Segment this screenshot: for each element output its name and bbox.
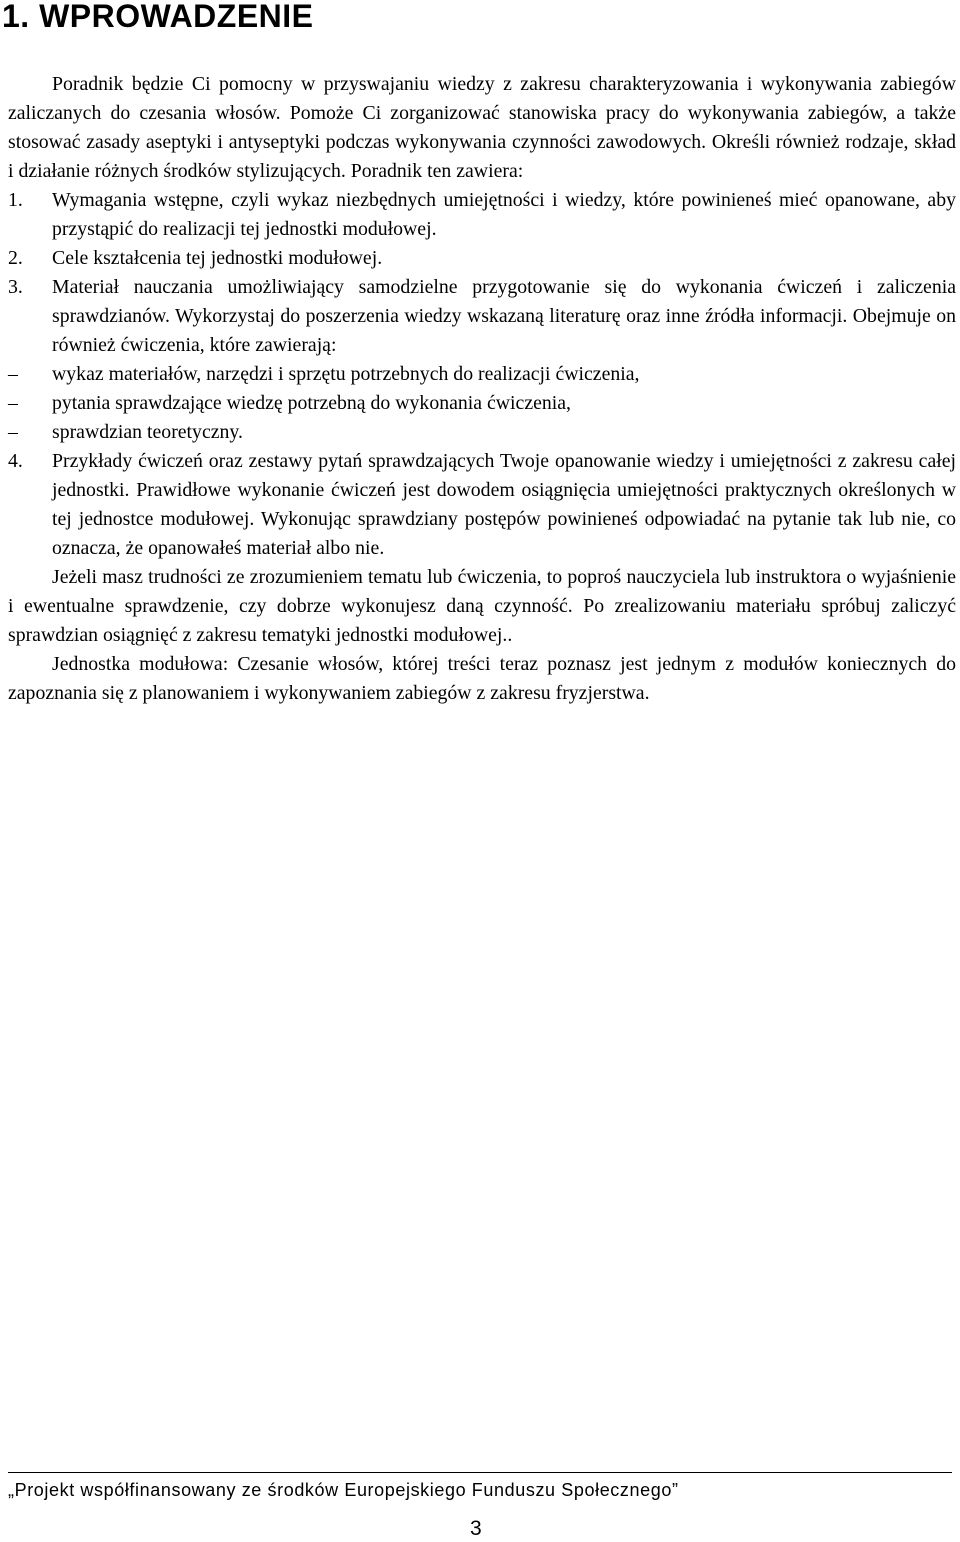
sub-list-item-text: sprawdzian teoretyczny.	[52, 421, 243, 443]
footer-note: „Projekt współfinansowany ze środków Europejskiego Funduszu Społecznego”	[8, 1480, 679, 1500]
dash-bullet: –	[8, 421, 18, 443]
list-item-1	[8, 186, 956, 244]
list-item-text: Cele kształcenia tej jednostki modułowej.	[52, 247, 383, 269]
list-item-4	[8, 447, 956, 563]
list-number: 2.	[8, 247, 23, 269]
dash-bullet: –	[8, 392, 18, 414]
list-item-2	[8, 244, 956, 273]
list-item-3	[8, 273, 956, 360]
sub-list-item	[8, 418, 956, 447]
dash-bullet: –	[8, 363, 18, 385]
sub-list-item	[8, 360, 956, 389]
list-item-text: Wymagania wstępne, czyli wykaz niezbędnych umiejętności i wiedzy, które powinieneś mieć opanowane, aby przystąpić do realizacji tej jednostki modułowej.	[52, 189, 956, 240]
page-number: 3	[470, 1517, 482, 1540]
exercise-contents-list	[8, 360, 956, 447]
sub-list-item	[8, 389, 956, 418]
list-number: 4.	[8, 450, 23, 472]
document-body	[8, 70, 956, 708]
difficulty-paragraph: Jeżeli masz trudności ze zrozumieniem tematu lub ćwiczenia, to poproś nauczyciela lub instruktora o wyjaśnienie i ewentualne sprawdzenie, czy dobrze wykonujesz daną czynność. Po zrealizowaniu materiału spróbuj zaliczyć sprawdzian osiągnięć z zakresu tematyki jednostki modułowej..	[8, 566, 956, 646]
intro-paragraph: Poradnik będzie Ci pomocny w przyswajaniu wiedzy z zakresu charakteryzowania i wykonywania zabiegów zaliczanych do czesania włosów. Pomoże Ci zorganizować stanowiska pracy do wykonywania zabiegów, a także stosować zasady aseptyki i antyseptyki podczas wykonywania czynności zawodowych. Określi również rodzaje, skład i działanie różnych środków stylizujących. Poradnik ten zawiera:	[8, 73, 956, 182]
list-number: 3.	[8, 276, 23, 298]
footer-divider	[8, 1472, 952, 1473]
sub-list-item-text: wykaz materiałów, narzędzi i sprzętu potrzebnych do realizacji ćwiczenia,	[52, 363, 640, 385]
list-item-text: Przykłady ćwiczeń oraz zestawy pytań sprawdzających Twoje opanowanie wiedzy i umiejętności z zakresu całej jednostki. Prawidłowe wykonanie ćwiczeń jest dowodem osiągnięcia umiejętności praktycznych określonych w tej jednostce modułowej. Wykonując sprawdziany postępów powinieneś odpowiadać na pytanie tak lub nie, co oznacza, że opanowałeś materiał albo nie.	[52, 450, 956, 559]
section-heading: 1. WPROWADZENIE	[2, 0, 314, 34]
list-number: 1.	[8, 189, 23, 211]
sub-list-item-text: pytania sprawdzające wiedzę potrzebną do wykonania ćwiczenia,	[52, 392, 572, 414]
list-item-text: Materiał nauczania umożliwiający samodzielne przygotowanie się do wykonania ćwiczeń i zaliczenia sprawdzianów. Wykorzystaj do poszerzenia wiedzy wskazaną literaturę oraz inne źródła informacji. Obejmuje on również ćwiczenia, które zawierają:	[52, 276, 956, 356]
unit-paragraph: Jednostka modułowa: Czesanie włosów, której treści teraz poznasz jest jednym z modułów koniecznych do zapoznania się z planowaniem i wykonywaniem zabiegów z zakresu fryzjerstwa.	[8, 653, 956, 704]
